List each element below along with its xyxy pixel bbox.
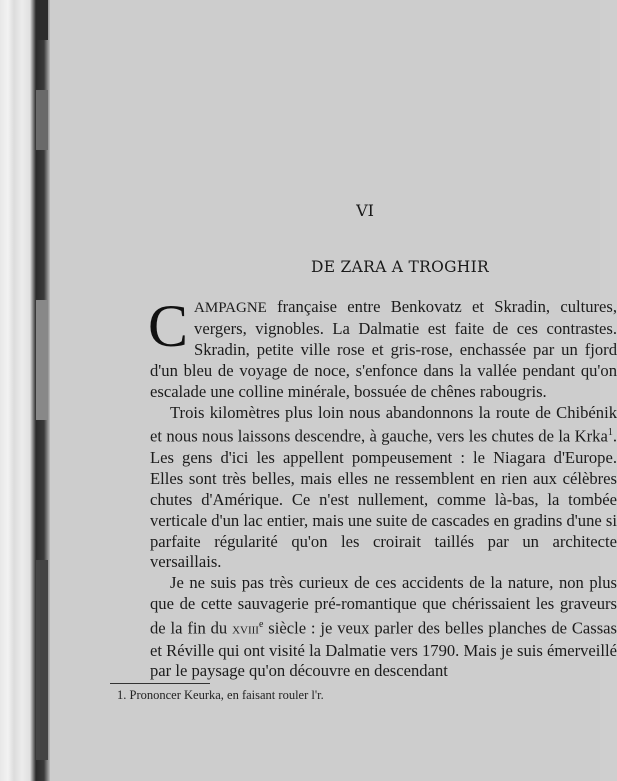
century-numeral: xviii [232,621,259,638]
body-text [148,293,617,682]
paragraph-3-after: siècle : je veux parler des belles planches de Cassas et Réville qui ont visité la Dalmatie vers 1790. Mais je suis émerveillé par le paysage qu'on découvre en descendant [150,618,617,681]
century-suffix: e [258,619,264,631]
paragraph-2-before: Trois kilomètres plus loin nous abandonnons la route de Chibénik et nous nous laissons descendre, à gauche, vers les chutes de la Krka [150,402,617,446]
paragraph-1 [148,293,617,403]
spine-strip [36,0,48,40]
drop-cap: C [148,293,189,359]
paragraph-3 [150,573,617,682]
spine-strip [36,90,48,150]
chapter-number: VI [356,201,374,220]
footnote-ref: 1 [607,427,613,439]
paragraph-2-after: . Les gens d'ici les appellent pompeusement : le Niagara d'Europe. Elles sont très belles, mais elles ne ressemblent en rien aux célèbres chutes d'Amérique. Ce n'est nullement, comme là-bas, la tombée verticale d'un lac entier, mais une suite de cascades en gradins d'une si parfaite régularité qu'on les croirait taillés par un architecte versaillais. [150,426,617,572]
paragraph-1-text: française entre Benkovatz et Skradin, cultures, vergers, vignobles. La Dalmatie est faite de ces contrastes. Skradin, petite ville rose et gris-rose, enchassée par un fjord d'un bleu de voyage de noce, s'enfonce dans la vallée pendant qu'on escalade une colline minérale, bossuée de chênes rabougris. [150,297,617,401]
spine-strip [36,560,48,760]
book-spine-edge [0,0,50,781]
book-page [50,0,617,781]
paragraph-3-before: Je ne suis pas très curieux de ces accidents de la nature, non plus que de cette sauvagerie pré-romantique que chérissaient les graveurs de la fin du [150,573,617,638]
spine-strip [36,300,48,420]
paragraph-2 [150,403,617,574]
footnote-rule [110,683,210,684]
smallcaps-lead: AMPAGNE [194,300,267,316]
chapter-title: DE ZARA A TROGHIR [310,258,490,276]
footnote: 1. Prononcer Keurka, en faisant rouler l'r. [117,688,324,702]
